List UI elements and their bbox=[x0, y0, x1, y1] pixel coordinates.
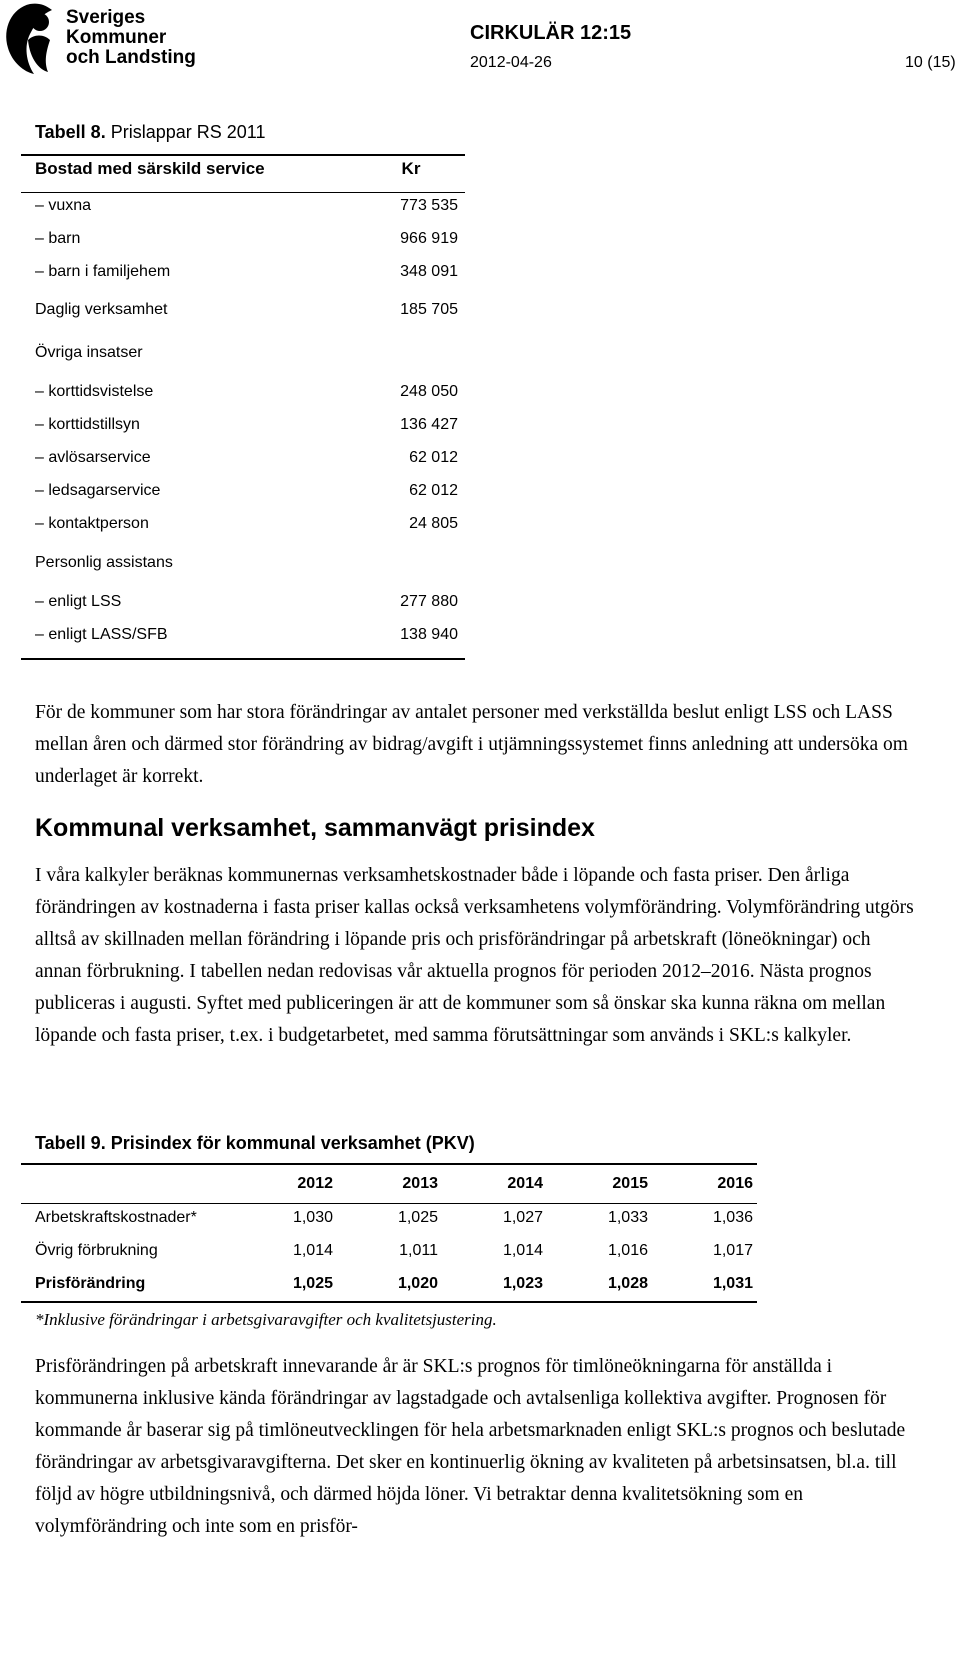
row-value: 24 805 bbox=[409, 515, 458, 532]
year-header: 2012 bbox=[297, 1175, 333, 1192]
table-row bbox=[21, 1275, 757, 1299]
row-label: – vuxna bbox=[35, 197, 92, 214]
row-value: 248 050 bbox=[400, 383, 458, 400]
table-row bbox=[21, 383, 465, 407]
table-row bbox=[21, 197, 465, 221]
table8-top-rule bbox=[21, 154, 465, 156]
section-heading: Kommunal verksamhet, sammanvägt prisindex bbox=[35, 814, 595, 842]
table8-col-label: Bostad med särskild service bbox=[35, 159, 265, 178]
table8-caption-prefix: Tabell 8. bbox=[35, 122, 106, 142]
table-row bbox=[21, 482, 465, 506]
table8-caption bbox=[35, 122, 265, 143]
table8-header-row bbox=[21, 159, 465, 183]
paragraph-lss-note: För de kommuner som har stora förändringar av antalet personer med verkställda beslut enligt LSS och LASS mellan åren och därmed stor förändring av bidrag/avgift i utjämningssystemet finns anledning att undersöka om underlaget är korrekt. bbox=[35, 702, 908, 787]
cell-value: 1,014 bbox=[502, 1242, 543, 1259]
row-label: – kontaktperson bbox=[35, 515, 149, 532]
org-name-line1: Sveriges bbox=[66, 7, 146, 28]
table9-bottom-rule bbox=[21, 1301, 757, 1303]
row-label: – ledsagarservice bbox=[35, 482, 161, 499]
row-value: 138 940 bbox=[400, 626, 458, 643]
row-label: Daglig verksamhet bbox=[35, 301, 168, 318]
year-header: 2016 bbox=[717, 1175, 753, 1192]
table-row bbox=[21, 344, 465, 368]
org-name-line3: och Landsting bbox=[66, 47, 196, 68]
row-value: 348 091 bbox=[400, 263, 458, 280]
circular-number: CIRKULÄR 12:15 bbox=[470, 22, 632, 44]
table-row bbox=[21, 449, 465, 473]
row-value: 277 880 bbox=[400, 593, 458, 610]
table9-header-rule bbox=[21, 1203, 757, 1204]
cell-value: 1,025 bbox=[292, 1275, 333, 1292]
row-label: Prisförändring bbox=[35, 1275, 146, 1292]
cell-value: 1,016 bbox=[607, 1242, 648, 1259]
row-label: Övrig förbrukning bbox=[35, 1242, 158, 1259]
row-label: – korttidstillsyn bbox=[35, 416, 140, 433]
row-value: 773 535 bbox=[400, 197, 458, 214]
row-label: – avlösarservice bbox=[35, 449, 151, 466]
cell-value: 1,033 bbox=[607, 1209, 648, 1226]
cell-value: 1,025 bbox=[397, 1209, 438, 1226]
table9-footnote: *Inklusive förändringar i arbetsgivaravgifter och kvalitetsjustering. bbox=[35, 1310, 497, 1329]
row-value: 185 705 bbox=[400, 301, 458, 318]
row-value: 966 919 bbox=[400, 230, 458, 247]
row-label: – barn i familjehem bbox=[35, 263, 171, 280]
row-label: – enligt LASS/SFB bbox=[35, 626, 168, 643]
table8-bottom-rule bbox=[21, 658, 465, 660]
paragraph-volume: I våra kalkyler beräknas kommunernas verksamhetskostnader både i löpande och fasta priser. Den årliga förändringen av kostnaderna i fasta priser kallas också verksamhetens volymförändring. Volymförändring utgörs alltså av skillnaden mellan förändring i löpande pris och prisförändringar på arbetskraft (löneökningar) och annan förbrukning. I tabellen nedan redovisas vår aktuella prognos för perioden 2012–2016. Nästa prognos publiceras i augusti. Syftet med publiceringen är att de kommuner som så önskar ska kunna räkna om mellan löpande och fasta priser, t.ex. i budgetarbetet, med samma förutsättningar som används i SKL:s kalkyler. bbox=[35, 865, 914, 1046]
table-row bbox=[21, 263, 465, 287]
row-label: Arbetskraftskostnader* bbox=[35, 1209, 197, 1226]
table-row bbox=[21, 230, 465, 254]
cell-value: 1,027 bbox=[502, 1209, 543, 1226]
year-header: 2014 bbox=[507, 1175, 543, 1192]
cell-value: 1,011 bbox=[399, 1242, 438, 1259]
table-row bbox=[21, 1209, 757, 1233]
table-row bbox=[21, 1242, 757, 1266]
row-value: 62 012 bbox=[409, 482, 458, 499]
row-value: 62 012 bbox=[409, 449, 458, 466]
row-value: 136 427 bbox=[400, 416, 458, 433]
row-label: – barn bbox=[35, 230, 81, 247]
cell-value: 1,017 bbox=[712, 1242, 753, 1259]
table-row bbox=[21, 416, 465, 440]
row-label: – korttidsvistelse bbox=[35, 383, 154, 400]
table9-caption: Tabell 9. Prisindex för kommunal verksamhet (PKV) bbox=[35, 1133, 475, 1153]
cell-value: 1,023 bbox=[502, 1275, 543, 1292]
org-name-line2: Kommuner bbox=[66, 27, 167, 48]
row-label: – enligt LSS bbox=[35, 593, 122, 610]
table8-header-rule bbox=[21, 192, 465, 193]
year-header: 2015 bbox=[612, 1175, 648, 1192]
cell-value: 1,030 bbox=[292, 1209, 333, 1226]
cell-value: 1,031 bbox=[712, 1275, 753, 1292]
cell-value: 1,014 bbox=[292, 1242, 333, 1259]
page-number: 10 (15) bbox=[905, 54, 956, 71]
table-row bbox=[21, 593, 465, 617]
cell-value: 1,028 bbox=[607, 1275, 648, 1292]
paragraph-price-change: Prisförändringen på arbetskraft innevarande år är SKL:s prognos för timlöneökningarna för anställda i kommunerna inklusive kända förändringar av lagstadgade och avtalsenliga kollektiva avgifter. Prognosen för kommande år baserar sig på timlöneutvecklingen för hela arbetsmarknaden enligt SKL:s prognos och beslutade förändringar av arbetsgivaravgifterna. Det sker en kontinuerlig ökning av kvaliteten på arbetsinsatsen, bl.a. till följd av högre utbildningsnivå, och därmed höjda löner. Vi betraktar denna kvalitetsökning som en volymförändring och inte som en prisför- bbox=[35, 1356, 906, 1537]
org-name bbox=[66, 8, 196, 68]
table9-top-rule bbox=[21, 1163, 757, 1165]
table8-col-value: Kr bbox=[401, 159, 421, 178]
table-row bbox=[21, 554, 465, 578]
table9-header-row bbox=[21, 1175, 757, 1199]
year-header: 2013 bbox=[402, 1175, 438, 1192]
table-row bbox=[21, 515, 465, 539]
row-label: Personlig assistans bbox=[35, 554, 173, 571]
table9 bbox=[21, 1163, 757, 1303]
document-date: 2012-04-26 bbox=[470, 54, 552, 71]
cell-value: 1,036 bbox=[712, 1209, 753, 1226]
table-row bbox=[21, 626, 465, 650]
row-label: Övriga insatser bbox=[35, 344, 143, 361]
table-row bbox=[21, 301, 465, 325]
table8-caption-title: Prislappar RS 2011 bbox=[105, 122, 266, 142]
cell-value: 1,020 bbox=[397, 1275, 438, 1292]
